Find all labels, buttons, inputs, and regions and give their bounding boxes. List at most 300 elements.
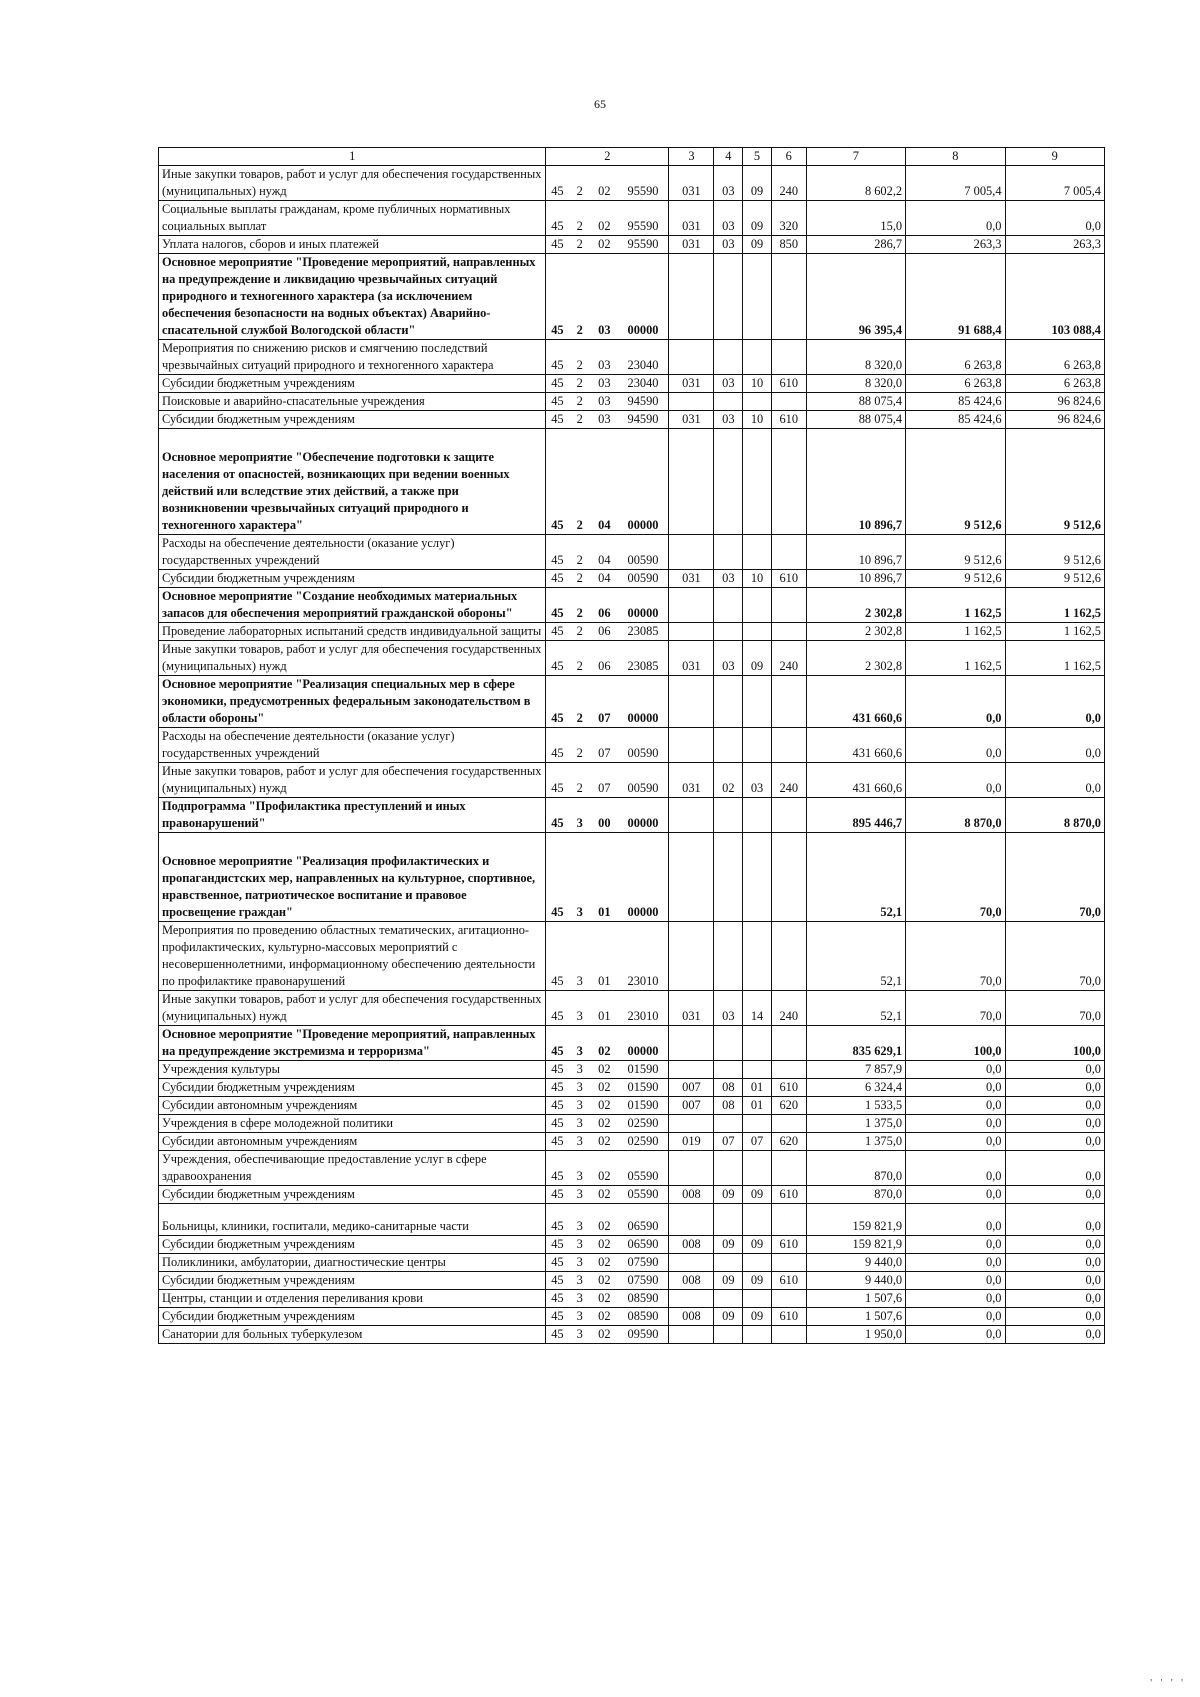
code-col-6: 620: [771, 1133, 806, 1151]
code-part-4: 06590: [618, 1236, 669, 1254]
code-col-6: [771, 623, 806, 641]
code-col-4: 09: [714, 1236, 743, 1254]
amount-col-7: 286,7: [806, 236, 905, 254]
code-col-3: 031: [669, 570, 714, 588]
amount-col-7: 52,1: [806, 922, 905, 991]
code-col-3: [669, 676, 714, 728]
table-row: [159, 623, 1105, 641]
code-part-4: 23085: [618, 623, 669, 641]
code-col-3: [669, 728, 714, 763]
code-part-1: 45: [546, 991, 569, 1026]
table-row: [159, 375, 1105, 393]
row-name: Основное мероприятие "Проведение мероприятий, направленных на предупреждение экстремизма и терроризма": [159, 1026, 546, 1061]
row-name: Субсидии бюджетным учреждениям: [159, 1272, 546, 1290]
code-col-4: 07: [714, 1133, 743, 1151]
amount-col-9: 0,0: [1005, 1272, 1104, 1290]
code-col-5: [743, 833, 772, 922]
code-part-3: 03: [591, 375, 618, 393]
code-part-3: 02: [591, 1115, 618, 1133]
code-part-3: 02: [591, 1061, 618, 1079]
code-col-5: [743, 1204, 772, 1236]
code-col-3: [669, 833, 714, 922]
header-cell-8: 8: [906, 148, 1005, 166]
code-part-2: 3: [568, 833, 591, 922]
amount-col-8: 70,0: [906, 833, 1005, 922]
code-col-4: [714, 535, 743, 570]
code-part-4: 00000: [618, 588, 669, 623]
code-col-6: 240: [771, 991, 806, 1026]
code-col-4: 03: [714, 201, 743, 236]
amount-col-7: 96 395,4: [806, 254, 905, 340]
amount-col-9: 0,0: [1005, 1133, 1104, 1151]
table-row: [159, 201, 1105, 236]
code-part-3: 01: [591, 833, 618, 922]
code-col-5: 01: [743, 1079, 772, 1097]
code-col-5: 09: [743, 1308, 772, 1326]
row-name: Иные закупки товаров, работ и услуг для обеспечения государственных (муниципальных) нужд: [159, 991, 546, 1026]
code-part-2: 2: [568, 588, 591, 623]
code-part-3: 02: [591, 1026, 618, 1061]
code-part-4: 02590: [618, 1115, 669, 1133]
table-row: [159, 236, 1105, 254]
table-row: [159, 728, 1105, 763]
amount-col-9: 0,0: [1005, 1308, 1104, 1326]
amount-col-8: 0,0: [906, 1308, 1005, 1326]
code-part-1: 45: [546, 833, 569, 922]
code-col-4: 09: [714, 1308, 743, 1326]
amount-col-7: 431 660,6: [806, 728, 905, 763]
row-name: Центры, станции и отделения переливания крови: [159, 1290, 546, 1308]
table-row: [159, 922, 1105, 991]
code-part-3: 03: [591, 340, 618, 375]
code-part-3: 02: [591, 1308, 618, 1326]
code-part-3: 02: [591, 1290, 618, 1308]
code-col-5: [743, 623, 772, 641]
table-row: [159, 393, 1105, 411]
code-part-3: 02: [591, 1133, 618, 1151]
amount-col-7: 9 440,0: [806, 1254, 905, 1272]
code-part-4: 94590: [618, 393, 669, 411]
table-row: [159, 1115, 1105, 1133]
amount-col-8: 85 424,6: [906, 411, 1005, 429]
code-part-2: 2: [568, 375, 591, 393]
amount-col-7: 7 857,9: [806, 1061, 905, 1079]
row-name: Субсидии бюджетным учреждениям: [159, 411, 546, 429]
code-part-4: 00590: [618, 763, 669, 798]
code-col-3: [669, 798, 714, 833]
code-col-6: [771, 1326, 806, 1344]
amount-col-7: 431 660,6: [806, 676, 905, 728]
code-col-5: 09: [743, 641, 772, 676]
table-row: [159, 1186, 1105, 1204]
code-col-4: [714, 798, 743, 833]
amount-col-9: 0,0: [1005, 676, 1104, 728]
amount-col-8: 0,0: [906, 763, 1005, 798]
code-part-2: 3: [568, 1061, 591, 1079]
amount-col-7: 8 320,0: [806, 375, 905, 393]
code-col-6: [771, 1061, 806, 1079]
code-part-1: 45: [546, 340, 569, 375]
code-col-5: 01: [743, 1097, 772, 1115]
code-col-3: [669, 588, 714, 623]
code-part-2: 2: [568, 570, 591, 588]
code-col-3: [669, 1061, 714, 1079]
table-row: [159, 676, 1105, 728]
amount-col-7: 52,1: [806, 991, 905, 1026]
amount-col-8: 70,0: [906, 991, 1005, 1026]
code-part-1: 45: [546, 1151, 569, 1186]
code-part-3: 02: [591, 1079, 618, 1097]
amount-col-9: 0,0: [1005, 1115, 1104, 1133]
code-col-4: 03: [714, 991, 743, 1026]
amount-col-9: 0,0: [1005, 1151, 1104, 1186]
amount-col-9: 70,0: [1005, 991, 1104, 1026]
code-col-5: 10: [743, 411, 772, 429]
code-part-2: 3: [568, 1204, 591, 1236]
code-part-3: 02: [591, 1151, 618, 1186]
amount-col-9: 1 162,5: [1005, 623, 1104, 641]
code-col-6: [771, 798, 806, 833]
code-col-4: [714, 922, 743, 991]
amount-col-8: 0,0: [906, 1186, 1005, 1204]
code-part-3: 02: [591, 1186, 618, 1204]
row-name: Основное мероприятие "Реализация профилактических и пропагандистских мер, направленных на культурное, спортивное, нравственное, патриотическое воспитание и правовое просвещение граждан": [159, 833, 546, 922]
table-row: [159, 340, 1105, 375]
amount-col-8: 0,0: [906, 1272, 1005, 1290]
amount-col-9: 70,0: [1005, 833, 1104, 922]
code-col-3: [669, 254, 714, 340]
amount-col-9: 0,0: [1005, 1326, 1104, 1344]
code-col-6: 320: [771, 201, 806, 236]
row-name: Иные закупки товаров, работ и услуг для обеспечения государственных (муниципальных) нужд: [159, 763, 546, 798]
amount-col-7: 8 602,2: [806, 166, 905, 201]
code-col-5: [743, 1115, 772, 1133]
code-col-3: [669, 1026, 714, 1061]
code-part-1: 45: [546, 922, 569, 991]
code-col-4: [714, 393, 743, 411]
code-part-1: 45: [546, 254, 569, 340]
code-col-3: [669, 1326, 714, 1344]
amount-col-8: 263,3: [906, 236, 1005, 254]
table-row: [159, 429, 1105, 535]
code-col-6: 240: [771, 763, 806, 798]
code-col-5: 09: [743, 1186, 772, 1204]
amount-col-8: 0,0: [906, 728, 1005, 763]
amount-col-7: 2 302,8: [806, 588, 905, 623]
code-part-3: 04: [591, 570, 618, 588]
code-part-1: 45: [546, 1115, 569, 1133]
code-part-2: 2: [568, 236, 591, 254]
amount-col-7: 1 533,5: [806, 1097, 905, 1115]
code-part-1: 45: [546, 535, 569, 570]
code-col-5: [743, 1151, 772, 1186]
amount-col-9: 96 824,6: [1005, 411, 1104, 429]
code-part-3: 02: [591, 166, 618, 201]
code-part-4: 94590: [618, 411, 669, 429]
amount-col-8: 6 263,8: [906, 375, 1005, 393]
table-row: [159, 1133, 1105, 1151]
amount-col-7: 2 302,8: [806, 623, 905, 641]
code-part-4: 01590: [618, 1079, 669, 1097]
amount-col-8: 0,0: [906, 1115, 1005, 1133]
header-cell-5: 5: [743, 148, 772, 166]
code-part-2: 2: [568, 641, 591, 676]
page-number: 65: [594, 97, 606, 111]
code-part-1: 45: [546, 1204, 569, 1236]
row-name: Субсидии бюджетным учреждениям: [159, 1079, 546, 1097]
table-row: [159, 1326, 1105, 1344]
amount-col-8: 8 870,0: [906, 798, 1005, 833]
amount-col-7: 1 507,6: [806, 1290, 905, 1308]
code-part-1: 45: [546, 1290, 569, 1308]
amount-col-7: 870,0: [806, 1151, 905, 1186]
amount-col-8: 0,0: [906, 1290, 1005, 1308]
code-col-4: [714, 623, 743, 641]
row-name: Подпрограмма "Профилактика преступлений и иных правонарушений": [159, 798, 546, 833]
code-col-3: [669, 340, 714, 375]
amount-col-8: 9 512,6: [906, 570, 1005, 588]
amount-col-8: 1 162,5: [906, 623, 1005, 641]
code-col-5: [743, 429, 772, 535]
code-part-1: 45: [546, 201, 569, 236]
row-name: Мероприятия по проведению областных тематических, агитационно-профилактических, культурно-массовых мероприятий с несовершеннолетними, информационному обеспечению деятельности по профилактике правонарушений: [159, 922, 546, 991]
amount-col-7: 10 896,7: [806, 570, 905, 588]
code-part-3: 03: [591, 411, 618, 429]
code-part-2: 2: [568, 340, 591, 375]
code-col-4: 03: [714, 166, 743, 201]
code-part-4: 00000: [618, 429, 669, 535]
code-col-3: 031: [669, 641, 714, 676]
code-col-6: [771, 1115, 806, 1133]
code-part-4: 23040: [618, 340, 669, 375]
code-col-3: [669, 1254, 714, 1272]
code-part-2: 2: [568, 676, 591, 728]
code-col-6: [771, 676, 806, 728]
code-part-4: 00590: [618, 728, 669, 763]
code-part-3: 04: [591, 535, 618, 570]
code-col-4: [714, 676, 743, 728]
code-col-4: [714, 1326, 743, 1344]
code-part-2: 3: [568, 1272, 591, 1290]
amount-col-9: 6 263,8: [1005, 340, 1104, 375]
table-row: [159, 833, 1105, 922]
header-cell-7: 7: [806, 148, 905, 166]
code-col-6: 610: [771, 1308, 806, 1326]
code-part-4: 23040: [618, 375, 669, 393]
code-part-1: 45: [546, 393, 569, 411]
table-row: [159, 798, 1105, 833]
code-col-5: [743, 922, 772, 991]
code-part-2: 2: [568, 623, 591, 641]
header-cell-4: 4: [714, 148, 743, 166]
amount-col-7: 15,0: [806, 201, 905, 236]
header-cell-9: 9: [1005, 148, 1104, 166]
code-col-4: [714, 254, 743, 340]
code-part-4: 00000: [618, 833, 669, 922]
code-col-5: 10: [743, 570, 772, 588]
code-part-4: 00590: [618, 570, 669, 588]
amount-col-9: 0,0: [1005, 1079, 1104, 1097]
table-row: [159, 1097, 1105, 1115]
header-cell-1: 1: [159, 148, 546, 166]
code-col-4: 03: [714, 641, 743, 676]
row-name: Поисковые и аварийно-спасательные учреждения: [159, 393, 546, 411]
code-col-6: [771, 1290, 806, 1308]
row-name: Мероприятия по снижению рисков и смягчению последствий чрезвычайных ситуаций природного и техногенного характера: [159, 340, 546, 375]
amount-col-7: 159 821,9: [806, 1236, 905, 1254]
code-col-3: [669, 393, 714, 411]
code-part-2: 3: [568, 1079, 591, 1097]
table-row: [159, 1204, 1105, 1236]
header-cell-2: 2: [546, 148, 669, 166]
code-part-1: 45: [546, 429, 569, 535]
table-row: [159, 588, 1105, 623]
code-col-4: 03: [714, 375, 743, 393]
code-col-5: [743, 535, 772, 570]
amount-col-8: 91 688,4: [906, 254, 1005, 340]
code-part-1: 45: [546, 676, 569, 728]
code-part-4: 09590: [618, 1326, 669, 1344]
code-col-5: [743, 1290, 772, 1308]
code-col-3: 008: [669, 1186, 714, 1204]
code-col-6: 240: [771, 641, 806, 676]
code-col-3: 007: [669, 1097, 714, 1115]
code-part-4: 00000: [618, 254, 669, 340]
code-part-3: 03: [591, 254, 618, 340]
amount-col-9: 103 088,4: [1005, 254, 1104, 340]
code-part-3: 04: [591, 429, 618, 535]
code-part-1: 45: [546, 623, 569, 641]
code-part-2: 3: [568, 1290, 591, 1308]
amount-col-9: 0,0: [1005, 1097, 1104, 1115]
code-col-4: [714, 588, 743, 623]
row-name: Расходы на обеспечение деятельности (оказание услуг) государственных учреждений: [159, 728, 546, 763]
header-cell-3: 3: [669, 148, 714, 166]
code-part-4: 07590: [618, 1254, 669, 1272]
amount-col-7: 1 375,0: [806, 1133, 905, 1151]
amount-col-9: 0,0: [1005, 1290, 1104, 1308]
amount-col-8: 9 512,6: [906, 429, 1005, 535]
table-row: [159, 1254, 1105, 1272]
code-part-1: 45: [546, 411, 569, 429]
amount-col-8: 0,0: [906, 1133, 1005, 1151]
code-part-4: 23010: [618, 991, 669, 1026]
code-part-1: 45: [546, 570, 569, 588]
code-part-4: 01590: [618, 1097, 669, 1115]
code-part-3: 01: [591, 991, 618, 1026]
code-col-4: [714, 728, 743, 763]
code-col-5: 09: [743, 1236, 772, 1254]
amount-col-7: 1 375,0: [806, 1115, 905, 1133]
code-col-4: [714, 340, 743, 375]
code-part-4: 02590: [618, 1133, 669, 1151]
code-col-4: 09: [714, 1186, 743, 1204]
amount-col-8: 1 162,5: [906, 588, 1005, 623]
code-col-6: [771, 588, 806, 623]
code-col-4: 09: [714, 1272, 743, 1290]
code-part-4: 23010: [618, 922, 669, 991]
table-row: [159, 991, 1105, 1026]
code-part-2: 3: [568, 798, 591, 833]
code-col-4: 08: [714, 1097, 743, 1115]
table-row: [159, 1061, 1105, 1079]
code-col-3: [669, 1204, 714, 1236]
code-col-5: [743, 340, 772, 375]
code-col-3: 031: [669, 375, 714, 393]
code-col-6: [771, 1026, 806, 1061]
code-part-2: 3: [568, 1236, 591, 1254]
amount-col-7: 6 324,4: [806, 1079, 905, 1097]
row-name: Субсидии автономным учреждениям: [159, 1097, 546, 1115]
code-part-3: 06: [591, 588, 618, 623]
code-col-5: 07: [743, 1133, 772, 1151]
code-part-1: 45: [546, 1097, 569, 1115]
amount-col-9: 100,0: [1005, 1026, 1104, 1061]
code-part-3: 02: [591, 1272, 618, 1290]
code-col-6: [771, 535, 806, 570]
row-name: Основное мероприятие "Обеспечение подготовки к защите населения от опасностей, возникающих при ведении военных действий или вследствие этих действий, а также при возникновении чрезвычайных ситуаций природного и техногенного характера": [159, 429, 546, 535]
amount-col-7: 88 075,4: [806, 411, 905, 429]
header-row: [159, 148, 1105, 166]
code-col-5: [743, 1254, 772, 1272]
code-part-3: 02: [591, 236, 618, 254]
amount-col-8: 7 005,4: [906, 166, 1005, 201]
code-col-5: [743, 676, 772, 728]
table-row: [159, 1236, 1105, 1254]
table-row: [159, 1079, 1105, 1097]
code-col-4: [714, 429, 743, 535]
code-part-2: 3: [568, 1115, 591, 1133]
row-name: Иные закупки товаров, работ и услуг для обеспечения государственных (муниципальных) нужд: [159, 166, 546, 201]
code-col-5: [743, 1326, 772, 1344]
code-col-6: [771, 922, 806, 991]
row-name: Основное мероприятие "Реализация специальных мер в сфере экономики, предусмотренных федеральным законодательством в области обороны": [159, 676, 546, 728]
code-col-6: [771, 1204, 806, 1236]
code-part-2: 2: [568, 166, 591, 201]
code-col-6: [771, 393, 806, 411]
code-col-4: 03: [714, 236, 743, 254]
code-part-4: 95590: [618, 201, 669, 236]
code-col-3: [669, 429, 714, 535]
code-part-2: 3: [568, 1326, 591, 1344]
row-name: Учреждения в сфере молодежной политики: [159, 1115, 546, 1133]
row-name: Учреждения, обеспечивающие предоставление услуг в сфере здравоохранения: [159, 1151, 546, 1186]
budget-table: [158, 147, 1105, 1344]
code-part-1: 45: [546, 1308, 569, 1326]
code-part-4: 01590: [618, 1061, 669, 1079]
code-part-1: 45: [546, 798, 569, 833]
code-part-1: 45: [546, 1254, 569, 1272]
code-part-3: 02: [591, 1236, 618, 1254]
amount-col-9: 0,0: [1005, 763, 1104, 798]
code-col-6: 610: [771, 1079, 806, 1097]
code-col-5: 03: [743, 763, 772, 798]
code-part-4: 00590: [618, 535, 669, 570]
code-col-3: [669, 1115, 714, 1133]
code-part-3: 03: [591, 393, 618, 411]
amount-col-9: 7 005,4: [1005, 166, 1104, 201]
code-col-5: [743, 798, 772, 833]
table-row: [159, 535, 1105, 570]
amount-col-7: 895 446,7: [806, 798, 905, 833]
code-col-3: 031: [669, 763, 714, 798]
code-col-5: 09: [743, 166, 772, 201]
code-part-3: 06: [591, 641, 618, 676]
row-name: Субсидии автономным учреждениям: [159, 1133, 546, 1151]
code-col-4: 02: [714, 763, 743, 798]
amount-col-8: 0,0: [906, 1061, 1005, 1079]
code-part-1: 45: [546, 1133, 569, 1151]
